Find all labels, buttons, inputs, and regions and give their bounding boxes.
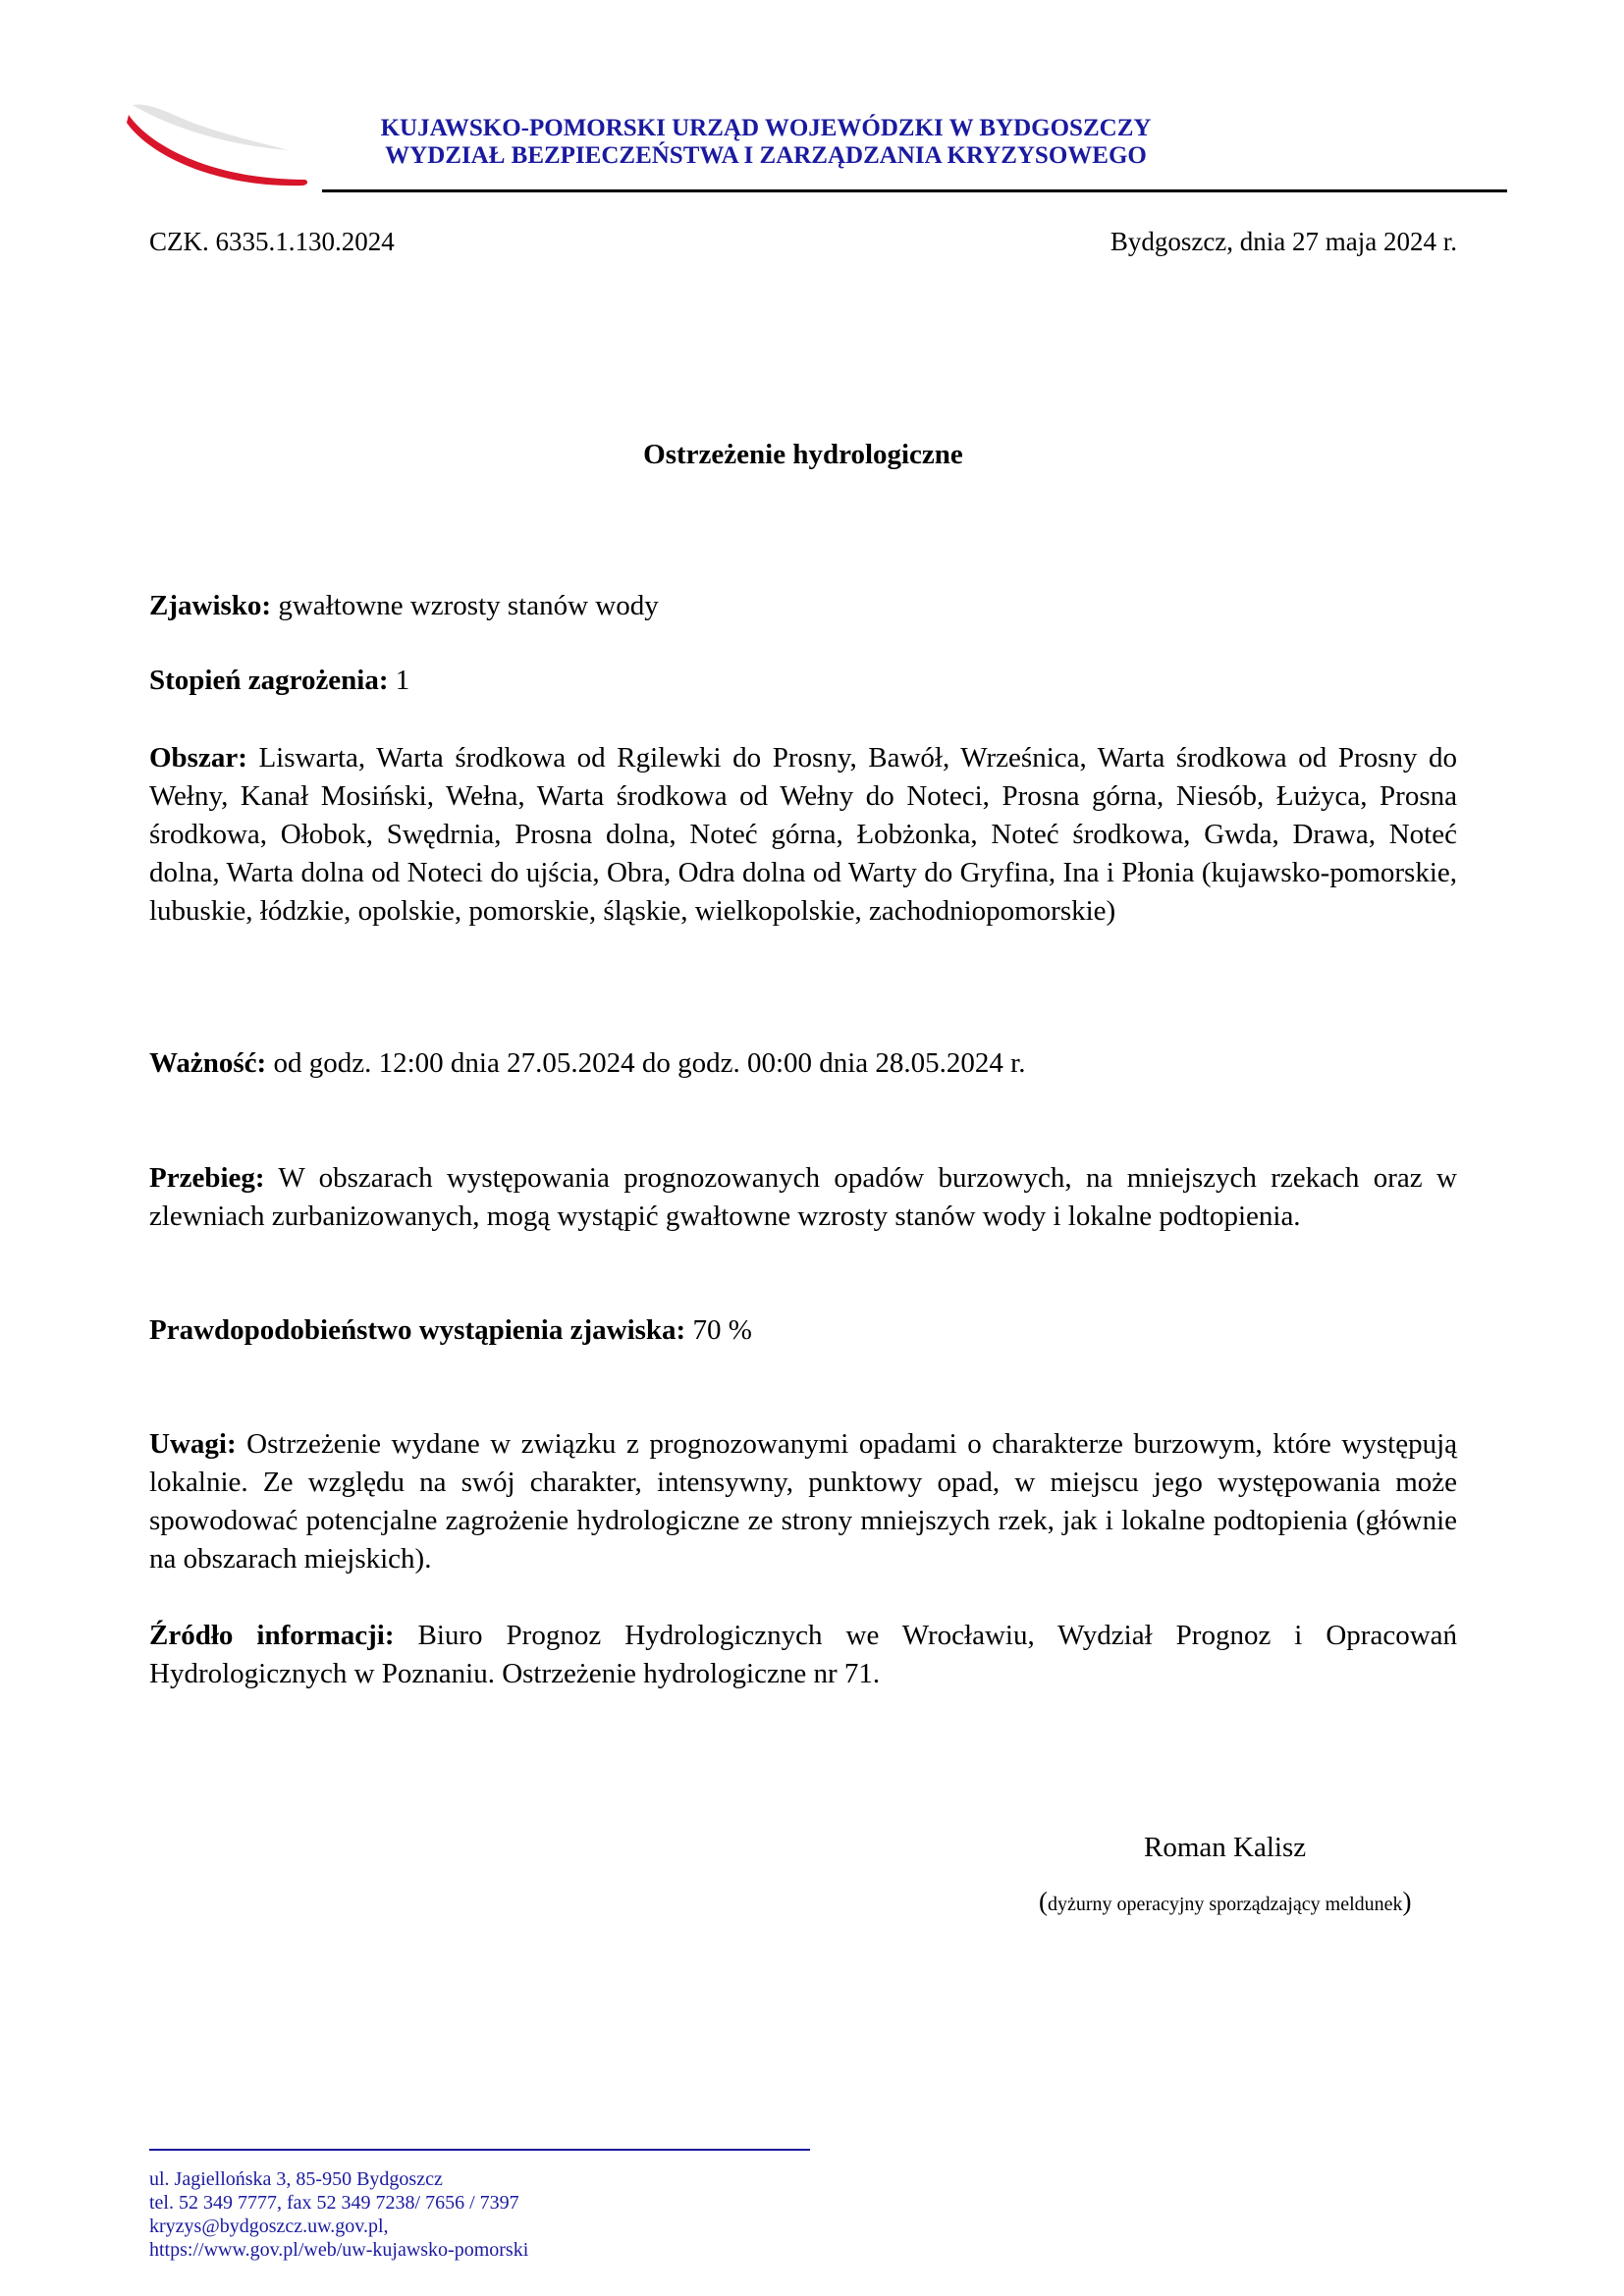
field-label: Ważność: — [149, 1047, 267, 1079]
footer-email[interactable]: kryzys@bydgoszcz.uw.gov.pl, — [149, 2216, 389, 2237]
header-divider — [322, 189, 1507, 192]
field-probability — [149, 1311, 1457, 1350]
field-value: Liswarta, Warta środkowa od Rgilewki do Prosny, Bawół, Wrześnica, Warta środkowa od Prosny do Wełny, Kanał Mosiński, Wełna, Warta środkowa od Wełny do Noteci, Prosna górna, Niesób, Łużyca, Prosna środkowa, Ołobok, Swędrnia, Prosna dolna, Noteć górna, Łobżonka, Noteć środkowa, Gwda, Drawa, Noteć dolna, Warta dolna od Noteci do ujścia, Obra, Odra dolna od Warty do Gryfina, Ina i Płonia (kujawsko-pomorskie, lubuskie, łódzkie, opolskie, pomorskie, śląskie, wielkopolskie, zachodniopomorskie) — [149, 742, 1457, 927]
field-course — [149, 1159, 1457, 1236]
field-value: od godz. 12:00 dnia 27.05.2024 do godz. 00:00 dnia 28.05.2024 r. — [266, 1047, 1026, 1079]
field-value: Biuro Prognoz Hydrologicznych we Wrocławiu, Wydział Prognoz i Opracowań Hydrologicznych w Poznaniu. Ostrzeżenie hydrologiczne nr 71. — [149, 1620, 1458, 1689]
document-title: Ostrzeżenie hydrologiczne — [643, 439, 963, 470]
field-label: Prawdopodobieństwo wystąpienia zjawiska: — [149, 1314, 686, 1346]
field-value: 1 — [388, 665, 410, 696]
field-validity — [149, 1044, 1457, 1083]
role-paren-close: ) — [1402, 1887, 1412, 1916]
role-text: dyżurny operacyjny sporządzający meldunek — [1048, 1894, 1403, 1915]
field-area — [149, 739, 1457, 931]
field-label: Źródło informacji: — [149, 1620, 395, 1651]
field-value: 70 % — [685, 1314, 752, 1346]
field-threat-level — [149, 662, 1457, 700]
field-value: Ostrzeżenie wydane w związku z prognozowanymi opadami o charakterze burzowym, które występują lokalnie. Ze względu na swój charakter, intensywny, punktowy opad, w miejscu jego występowania może spowodować potencjalne zagrożenie hydrologiczne ze strony mniejszych rzek, jak i lokalne podtopienia (głównie na obszarach miejskich). — [149, 1428, 1457, 1575]
field-value: gwałtowne wzrosty stanów wody — [271, 590, 659, 621]
footer-divider — [149, 2149, 810, 2151]
brushstroke-logo-icon — [123, 93, 319, 196]
signatory-name: Roman Kalisz — [1144, 1832, 1307, 1863]
field-label: Stopień zagrożenia: — [149, 665, 389, 696]
field-label: Zjawisko: — [149, 590, 272, 621]
field-remarks — [149, 1425, 1457, 1578]
footer-url[interactable]: https://www.gov.pl/web/uw-kujawsko-pomorski — [149, 2239, 529, 2261]
footer-phone: tel. 52 349 7777, fax 52 349 7238/ 7656 / 7397 — [149, 2192, 519, 2214]
signatory-role — [1039, 1889, 1412, 1917]
field-source — [149, 1617, 1457, 1693]
field-value: W obszarach występowania prognozowanych opadów burzowych, na mniejszych rzekach oraz w zlewniach zurbanizowanych, mogą wystąpić gwałtowne wzrosty stanów wody i lokalne podtopienia. — [149, 1162, 1457, 1232]
logo-red-stroke — [127, 115, 307, 186]
department-name: WYDZIAŁ BEZPIECZEŃSTWA I ZARZĄDZANIA KRYZYSOWEGO — [385, 142, 1147, 169]
institution-name: KUJAWSKO-POMORSKI URZĄD WOJEWÓDZKI W BYDGOSZCZY — [380, 115, 1152, 141]
field-label: Obszar: — [149, 742, 247, 774]
issue-date: Bydgoszcz, dnia 27 maja 2024 r. — [1110, 227, 1457, 256]
field-label: Przebieg: — [149, 1162, 265, 1194]
field-phenomenon — [149, 587, 1457, 625]
role-paren-open: ( — [1039, 1887, 1048, 1916]
footer-address: ul. Jagiellońska 3, 85-950 Bydgoszcz — [149, 2168, 443, 2190]
case-reference: CZK. 6335.1.130.2024 — [149, 227, 395, 256]
footer-contact — [149, 2167, 528, 2262]
institution-header — [324, 115, 1208, 170]
field-label: Uwagi: — [149, 1428, 237, 1460]
